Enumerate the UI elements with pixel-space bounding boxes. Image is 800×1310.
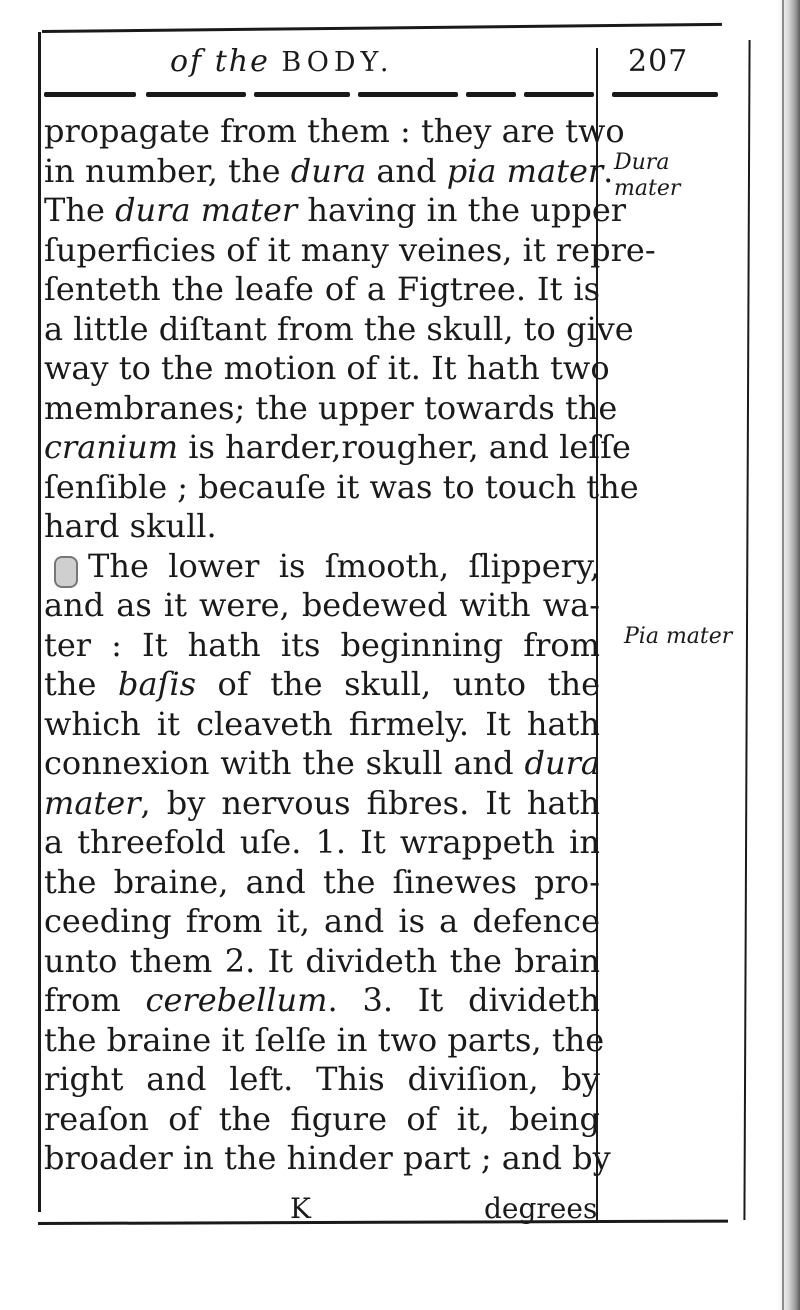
text-line: in number, the dura and pia mater.: [44, 151, 614, 190]
text-line: ſenteth the leafe of a Figtree. It is: [44, 270, 600, 308]
dash-segment: [44, 92, 136, 97]
bottom-frame-rule: [38, 1220, 728, 1225]
text-line: unto them 2. It divideth the brain: [44, 941, 600, 980]
body-text: [44, 112, 656, 1179]
margin-note-line: Dura: [614, 150, 670, 175]
text-line: a little diſtant from the skull, to give: [44, 309, 634, 348]
text-line: ſuperficies of it many veines, it repre-: [44, 230, 656, 269]
text-line: connexion with the skull and dura: [44, 744, 600, 782]
left-frame-rule: [38, 32, 41, 1212]
catchword: degrees: [484, 1192, 598, 1225]
text-line: ter : It hath its beginning from: [44, 625, 600, 664]
running-head-prefix: of the: [170, 44, 282, 79]
dash-segment: [254, 92, 350, 97]
text-line: reaſon of the figure of it, being: [44, 1099, 600, 1138]
page-number: 207: [628, 44, 689, 79]
text-line: ſenſible ; becauſe it was to touch the: [44, 467, 639, 506]
text-line: membranes; the upper towards the: [44, 388, 618, 427]
text-line: right and left. This diviſion, by: [44, 1060, 600, 1098]
top-frame-rule: [42, 23, 722, 33]
text-line: the braine it ſelſe in two parts, the: [44, 1020, 605, 1059]
text-line: the baſis of the skull, unto the: [44, 665, 601, 703]
margin-note-line: mater: [614, 176, 681, 201]
text-line: from cerebellum. 3. It divideth: [44, 981, 600, 1019]
running-head: [170, 44, 393, 79]
dash-segment: [612, 92, 718, 97]
text-line: propagate from them : they are two: [44, 112, 625, 150]
text-line: way to the motion of it. It hath two: [44, 349, 610, 387]
margin-note-dura-mater: [614, 150, 680, 202]
text-line: which it cleaveth firmely. It hath: [44, 704, 600, 743]
scan-page-edge-line: [782, 0, 784, 1310]
text-line: mater, by nervous fibres. It hath: [44, 783, 600, 822]
text-line: and as it were, bedewed with wa-: [44, 586, 600, 624]
dash-segment: [466, 92, 516, 97]
text-line: The dura mater having in the upper: [44, 191, 627, 229]
dash-segment: [358, 92, 458, 97]
text-line: the braine, and the ſinewes pro-: [44, 862, 600, 901]
dash-segment: [146, 92, 246, 97]
text-line: a threefold uſe. 1. It wrappeth in: [44, 823, 600, 861]
signature-mark: K: [290, 1192, 311, 1225]
header-dash-rule: [40, 92, 740, 100]
text-line: broader in the hinder part ; and by: [44, 1139, 611, 1177]
margin-note-pia-mater: Pia mater: [624, 624, 733, 649]
text-line: cranium is harder,rougher, and leſſe: [44, 428, 631, 466]
running-head-caps: BODY.: [281, 47, 394, 78]
text-line: hard skull.: [44, 507, 217, 545]
right-frame-rule: [743, 40, 750, 1220]
dash-segment: [524, 92, 594, 97]
text-line: The lower is ſmooth, ſlippery,: [88, 546, 600, 585]
text-line: ceeding from it, and is a defence: [44, 902, 600, 940]
